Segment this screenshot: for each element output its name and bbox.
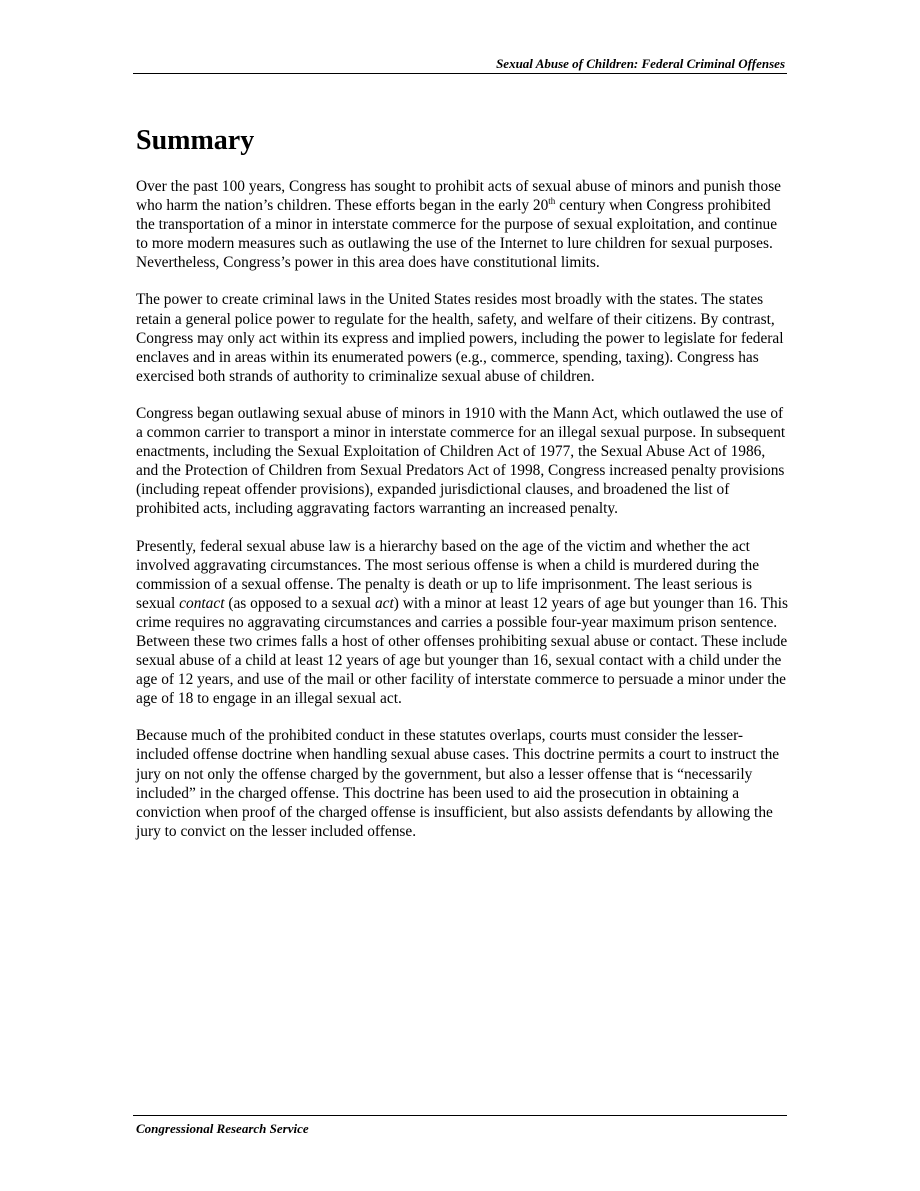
footer-publisher: Congressional Research Service: [136, 1121, 309, 1136]
paragraph-5: Because much of the prohibited conduct in these statutes overlaps, courts must consider the lesser-included offense doctrine when handling sexual abuse cases. This doctrine permits a court to instruct the jury on not only the offense charged by the government, but also a lesser offense that is “necessarily included” in the charged offense. This doctrine has been used to aid the prosecution in obtaining a conviction when proof of the charged offense is insufficient, but also assists defendants by allowing the jury to convict on the lesser included offense.: [136, 727, 780, 840]
running-title: Sexual Abuse of Children: Federal Criminal Offenses: [496, 56, 785, 71]
emphasis-contact: contact: [179, 594, 225, 612]
paragraph-3: Congress began outlawing sexual abuse of minors in 1910 with the Mann Act, which outlawed the use of a common carrier to transport a minor in interstate commerce for an illegal sexual purpose. In subsequent enactments, including the Sexual Exploitation of Children Act of 1977, the Sexual Abuse Act of 1986, and the Protection of Children from Sexual Predators Act of 1998, Congress increased penalty provisions (including repeat offender provisions), expanded jurisdictional clauses, and broadened the list of prohibited acts, including aggravating factors warranting an increased penalty.: [136, 404, 786, 518]
ordinal-suffix: th: [548, 196, 556, 207]
paragraph-4-text-b: (as opposed to a sexual: [224, 594, 375, 612]
paragraph-4: [136, 537, 788, 709]
paragraph-1-text-a: Over the past 100 years, Congress has sought to prohibit acts of sexual abuse of minors and punish those who harm the nation’s children. These efforts began in the early 20: [136, 178, 782, 215]
paragraph-2: The power to create criminal laws in the United States resides most broadly with the states. The states retain a general police power to regulate for the health, safety, and welfare of their citizens. By contrast, Congress may only act within its express and implied powers, including the power to legislate for federal enclaves and in areas within its enumerated powers (e.g., commerce, spending, taxing). Congress has exercised both strands of authority to criminalize sexual abuse of children.: [136, 291, 784, 385]
paragraph-4-text-a: Presently, federal sexual abuse law is a hierarchy based on the age of the victim and whether the act involved aggravating circumstances. The most serious offense is when a child is murdered during the commission of a sexual offense. The penalty is death or up to life imprisonment. The least serious is sexual: [136, 537, 760, 612]
paragraph-1: [136, 177, 788, 272]
paragraph-4-text-c: ) with a minor at least 12 years of age but younger than 16. This crime requires no aggravating circumstances and carries a possible four-year maximum prison sentence. Between these two crimes falls a host of other offenses prohibiting sexual abuse or contact. These include sexual abuse of a child at least 12 years of age but younger than 16, sexual contact with a child under the age of 12 years, and use of the mail or other facility of interstate commerce to persuade a minor under the age of 18 to engage in an illegal sexual act.: [136, 594, 788, 708]
section-title: Summary: [136, 125, 255, 156]
summary-body: [136, 177, 788, 859]
page-footer: [133, 1115, 787, 1136]
paragraph-1-text-b: century when Congress prohibited the transportation of a minor in interstate commerce for the purpose of sexual exploitation, and continue to more modern measures such as outlawing the use of the Internet to lure children for sexual purposes. Nevertheless, Congress’s power in this area does have constitutional limits.: [136, 197, 778, 272]
page-header: [133, 55, 787, 74]
emphasis-act: act: [374, 594, 394, 612]
